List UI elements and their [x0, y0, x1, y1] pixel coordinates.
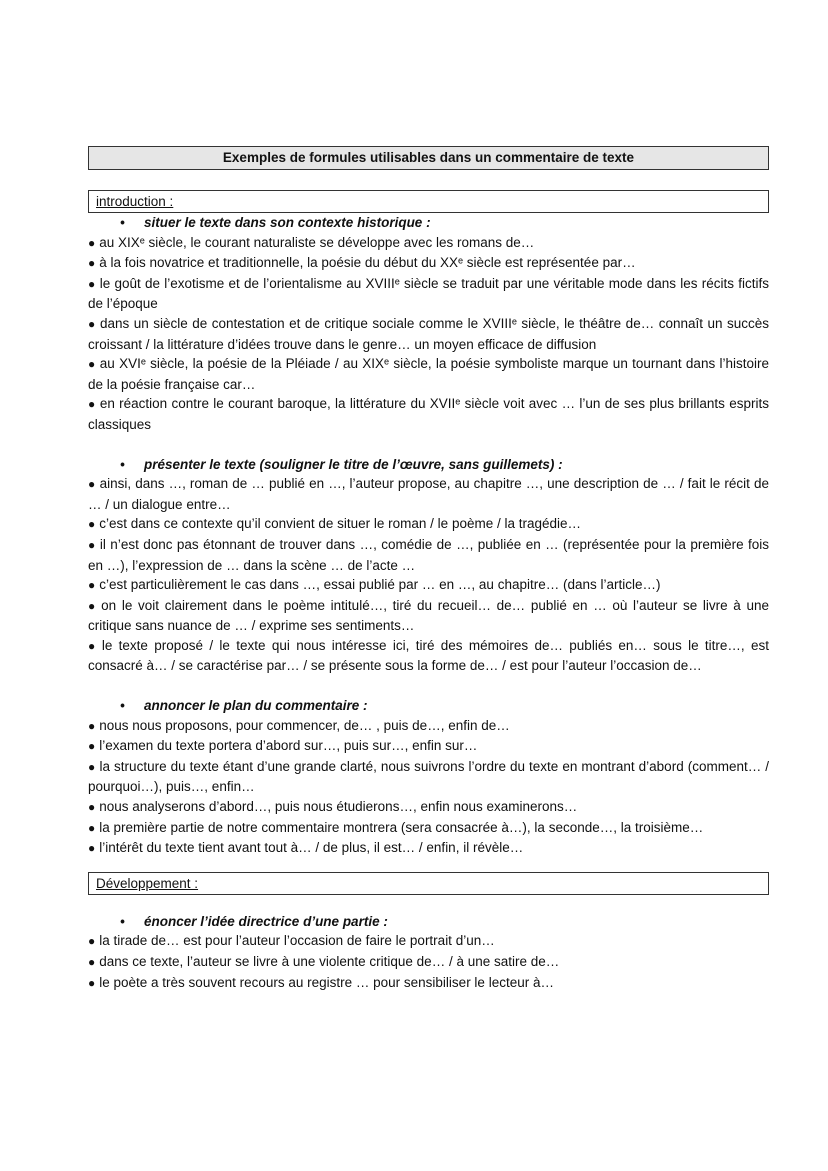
spacer [88, 435, 769, 455]
document-page [88, 146, 769, 993]
bullet-icon: ● [88, 357, 96, 372]
bullet-icon: ● [88, 578, 96, 593]
subheading-text: annoncer le plan du commentaire : [144, 698, 368, 714]
bullet-icon: ● [88, 598, 98, 613]
list-item-text: le goût de l’exotisme et de l’orientalisme au XVIIIᵉ siècle se traduit par une véritable mode dans les récits fictifs de l’époque [88, 275, 769, 312]
bullet-icon: • [120, 215, 125, 230]
subheading [88, 455, 769, 475]
bullet-icon: ● [88, 820, 96, 835]
section-label: introduction : [96, 194, 174, 209]
list-item-text: au XIXᵉ siècle, le courant naturaliste se développe avec les romans de… [99, 234, 535, 250]
bullet-icon: • [120, 698, 125, 714]
section-header-introduction [88, 190, 769, 213]
list-item-text: c’est particulièrement le cas dans …, essai publié par … en …, au chapitre… (dans l’article…) [99, 577, 661, 593]
subheading [88, 912, 769, 932]
bullet-icon: • [120, 456, 125, 472]
list-item [88, 818, 769, 839]
list-item [88, 314, 769, 354]
list-item-text: il n’est donc pas étonnant de trouver dans …, comédie de …, publiée en … (représentée pour la première fois en …), l’expression de … dans la scène … de l’acte … [88, 536, 769, 573]
bullet-icon: ● [88, 276, 96, 291]
bullet-icon: ● [88, 975, 96, 990]
bullet-icon: ● [88, 759, 96, 774]
list-item-text: la première partie de notre commentaire montrera (sera consacrée à…), la seconde…, la troisième… [99, 819, 704, 835]
list-item-text: nous analyserons d’abord…, puis nous étudierons…, enfin nous examinerons… [99, 799, 578, 815]
section-developpement [88, 912, 769, 993]
bullet-icon: ● [88, 397, 96, 412]
bullet-icon: ● [88, 841, 96, 856]
list-item [88, 596, 769, 636]
list-item [88, 354, 769, 394]
list-item-text: l’intérêt du texte tient avant tout à… / de plus, il est… / enfin, il révèle… [99, 840, 524, 856]
list-item-text: à la fois novatrice et traditionnelle, la poésie du début du XXᵉ siècle est représentée par… [99, 255, 636, 271]
list-item [88, 253, 769, 274]
list-item [88, 233, 769, 254]
subheading-text: situer le texte dans son contexte historique : [144, 215, 431, 230]
list-item-text: la tirade de… est pour l’auteur l’occasion de faire le portrait d’un… [99, 933, 495, 949]
list-item [88, 797, 769, 818]
list-item [88, 973, 769, 994]
list-item-text: c’est dans ce contexte qu’il convient de situer le roman / le poème / la tragédie… [99, 516, 582, 532]
list-item [88, 474, 769, 514]
list-item-text: ainsi, dans …, roman de … publié en …, l’auteur propose, au chapitre …, une description de … / fait le récit de … / un dialogue entre… [88, 476, 769, 512]
bullet-icon: • [120, 913, 125, 929]
list-item [88, 931, 769, 952]
list-item [88, 736, 769, 757]
list-item-text: nous nous proposons, pour commencer, de… , puis de…, enfin de… [99, 717, 510, 733]
list-item-text: dans ce texte, l’auteur se livre à une violente critique de… / à une satire de… [99, 954, 560, 969]
section-introduction [88, 213, 769, 859]
list-item-text: l’examen du texte portera d’abord sur…, puis sur…, enfin sur… [99, 738, 478, 754]
bullet-icon: ● [88, 934, 96, 949]
list-item-text: au XVIᵉ siècle, la poésie de la Pléiade / au XIXᵉ siècle, la poésie symboliste marque un tournant dans l’histoire de la poésie française car… [88, 356, 769, 392]
bullet-icon: ● [88, 235, 96, 250]
subheading [88, 213, 769, 233]
bullet-icon: ● [88, 955, 96, 969]
bullet-icon: ● [88, 256, 96, 271]
bullet-icon: ● [88, 517, 96, 532]
list-item [88, 716, 769, 737]
subheading-text: énoncer l’idée directrice d’une partie : [144, 913, 388, 929]
list-item [88, 575, 769, 596]
bullet-icon: ● [88, 800, 96, 815]
list-item [88, 514, 769, 535]
list-item-text: en réaction contre le courant baroque, la littérature du XVIIᵉ siècle voit avec … l’un de ses plus brillants esprits classiques [88, 396, 770, 432]
list-item-text: dans un siècle de contestation et de critique sociale comme le XVIIIᵉ siècle, le théâtre de… connaît un succès croissant / la littérature d’idées trouve dans le genre… un moyen efficace de diffusion [88, 315, 769, 352]
bullet-icon: ● [88, 718, 96, 733]
list-item [88, 636, 769, 676]
list-item [88, 274, 769, 314]
document-title: Exemples de formules utilisables dans un commentaire de texte [88, 146, 769, 170]
list-item-text: le poète a très souvent recours au registre … pour sensibiliser le lecteur à… [99, 974, 554, 990]
bullet-icon: ● [88, 638, 98, 653]
bullet-icon: ● [88, 477, 96, 492]
list-item [88, 394, 769, 434]
list-item [88, 838, 769, 859]
bullet-icon: ● [88, 739, 96, 754]
list-item-text: on le voit clairement dans le poème intitulé…, tiré du recueil… de… publié en … où l’auteur se livre à une critique sans nuance de … / exprime ses sentiments… [88, 597, 770, 634]
list-item [88, 952, 769, 973]
bullet-icon: ● [88, 537, 96, 552]
subheading-text: présenter le texte (souligner le titre de l’œuvre, sans guillemets) : [144, 456, 563, 472]
list-item-text: la structure du texte étant d’une grande clarté, nous suivrons l’ordre du texte en montrant d’abord (comment… / pourquoi…), puis…, enfin… [88, 758, 770, 795]
section-header-developpement [88, 872, 769, 895]
section-label: Développement : [96, 875, 199, 891]
spacer [88, 676, 769, 696]
subheading [88, 696, 769, 716]
list-item [88, 535, 769, 575]
list-item-text: le texte proposé / le texte qui nous intéresse ici, tiré des mémoires de… publiés en… sous le titre…, est consacré à… / se caractérise par… / se présente sous la forme de… / est pour l’auteur l’occasion de… [88, 637, 769, 674]
list-item [88, 757, 769, 797]
bullet-icon: ● [88, 316, 96, 331]
